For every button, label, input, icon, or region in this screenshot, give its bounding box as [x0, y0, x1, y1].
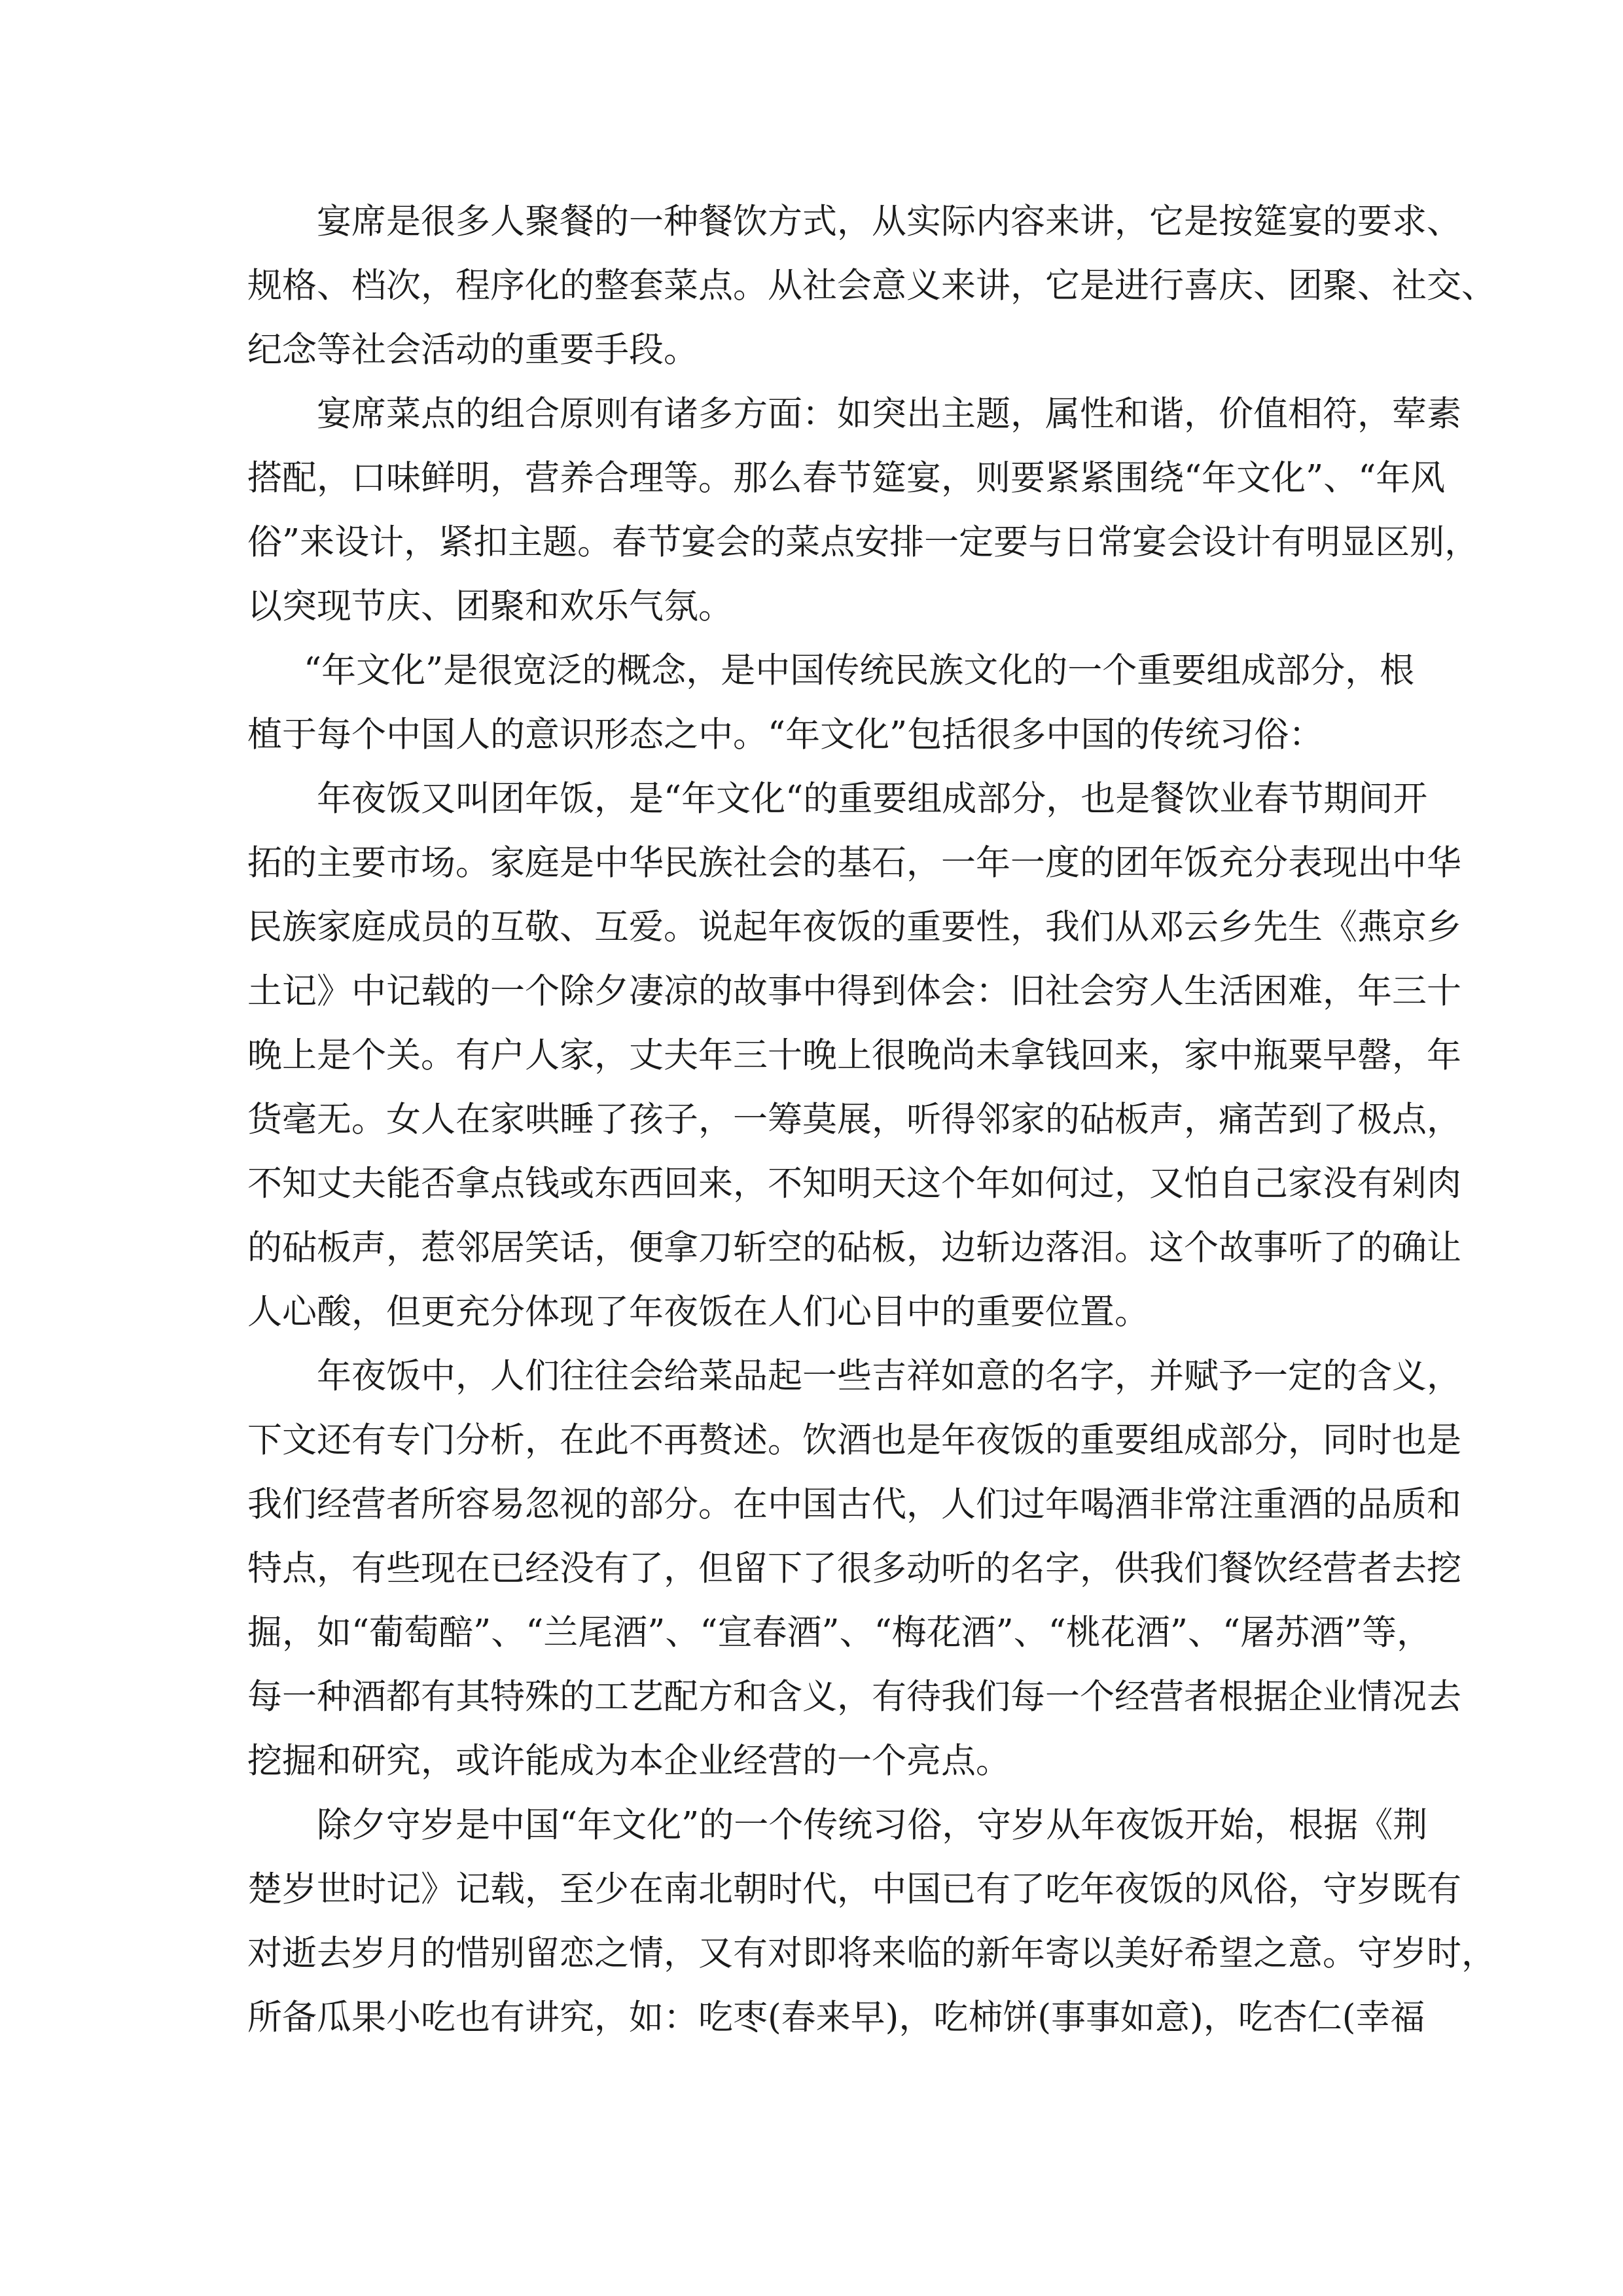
text-line: 的砧板声，惹邻居笑话，便拿刀斩空的砧板，边斩边落泪。这个故事听了的确让 — [247, 1228, 1461, 1268]
body-text — [247, 190, 1496, 2050]
text-line: 年夜饭又叫团年饭，是“年文化“的重要组成部分，也是餐饮业春节期间开 — [317, 779, 1428, 819]
text-line: 楚岁世时记》记载，至少在南北朝时代，中国已有了吃年夜饭的风俗，守岁既有 — [247, 1869, 1461, 1909]
text-line: 所备瓜果小吃也有讲究，如：吃枣(春来早)，吃柿饼(事事如意)，吃杏仁(幸福 — [247, 1998, 1425, 2037]
text-line: 拓的主要市场。家庭是中华民族社会的基石，一年一度的团年饭充分表现出中华 — [247, 843, 1461, 883]
text-line: 年夜饭中，人们往往会给菜品起一些吉祥如意的名字，并赋予一定的含义， — [317, 1356, 1461, 1396]
text-line: 特点，有些现在已经没有了，但留下了很多动听的名字，供我们餐饮经营者去挖 — [247, 1549, 1461, 1588]
text-line: 晚上是个关。有户人家，丈夫年三十晚上很晚尚未拿钱回来，家中瓶粟早罄，年 — [247, 1035, 1461, 1075]
text-line: 我们经营者所容易忽视的部分。在中国古代，人们过年喝酒非常注重酒的品质和 — [247, 1484, 1461, 1524]
paragraph-menu-principles — [247, 382, 1480, 639]
text-line: 不知丈夫能否拿点钱或东西回来，不知明天这个年如何过，又怕自己家没有剁肉 — [247, 1164, 1461, 1204]
paragraph-dish-names-and-wine — [247, 1344, 1461, 1793]
paragraph-new-year-eve-vigil — [247, 1793, 1496, 2050]
text-line: 俗”来设计，紧扣主题。春节宴会的菜点安排一定要与日常宴会设计有明显区别， — [247, 522, 1480, 562]
paragraph-new-year-culture — [247, 639, 1415, 767]
text-line: “年文化”是很宽泛的概念，是中国传统民族文化的一个重要组成部分，根 — [304, 651, 1415, 691]
text-line: 植于每个中国人的意识形态之中。“年文化”包括很多中国的传统习俗： — [247, 715, 1324, 755]
text-line: 货毫无。女人在家哄睡了孩子，一筹莫展，听得邻家的砧板声，痛苦到了极点， — [247, 1100, 1461, 1139]
text-line: 民族家庭成员的互敬、互爱。说起年夜饭的重要性，我们从邓云乡先生《燕京乡 — [247, 907, 1461, 947]
text-line: 挖掘和研究，或许能成为本企业经营的一个亮点。 — [247, 1741, 1010, 1781]
text-line: 掘，如“葡萄醅”、“兰尾酒”、“宣春酒”、“梅花酒”、“桃花酒”、“屠苏酒”等， — [247, 1613, 1432, 1653]
text-line: 搭配，口味鲜明，营养合理等。那么春节筵宴，则要紧紧围绕“年文化”、“年风 — [247, 458, 1446, 498]
paragraph-banquet-definition — [247, 190, 1496, 382]
text-line: 人心酸，但更充分体现了年夜饭在人们心目中的重要位置。 — [247, 1292, 1149, 1332]
text-line: 土记》中记载的一个除夕凄凉的故事中得到体会：旧社会穷人生活困难，年三十 — [247, 971, 1461, 1011]
text-line: 规格、档次，程序化的整套菜点。从社会意义来讲，它是进行喜庆、团聚、社交、 — [247, 266, 1496, 306]
text-line: 对逝去岁月的惜别留恋之情，又有对即将来临的新年寄以美好希望之意。守岁时， — [247, 1933, 1496, 1973]
text-line: 每一种酒都有其特殊的工艺配方和含义，有待我们每一个经营者根据企业情况去 — [247, 1677, 1461, 1717]
text-line: 以突现节庆、团聚和欢乐气氛。 — [247, 586, 733, 626]
text-line: 宴席菜点的组合原则有诸多方面：如突出主题，属性和谐，价值相符，荤素 — [317, 394, 1461, 434]
text-line: 除夕守岁是中国“年文化”的一个传统习俗，守岁从年夜饭开始，根据《荆 — [317, 1805, 1428, 1845]
text-line: 宴席是很多人聚餐的一种餐饮方式，从实际内容来讲，它是按筵宴的要求、 — [317, 202, 1461, 242]
text-line: 下文还有专门分析，在此不再赘述。饮酒也是年夜饭的重要组成部分，同时也是 — [247, 1420, 1461, 1460]
paragraph-reunion-dinner — [247, 767, 1461, 1344]
text-line: 纪念等社会活动的重要手段。 — [247, 330, 698, 370]
